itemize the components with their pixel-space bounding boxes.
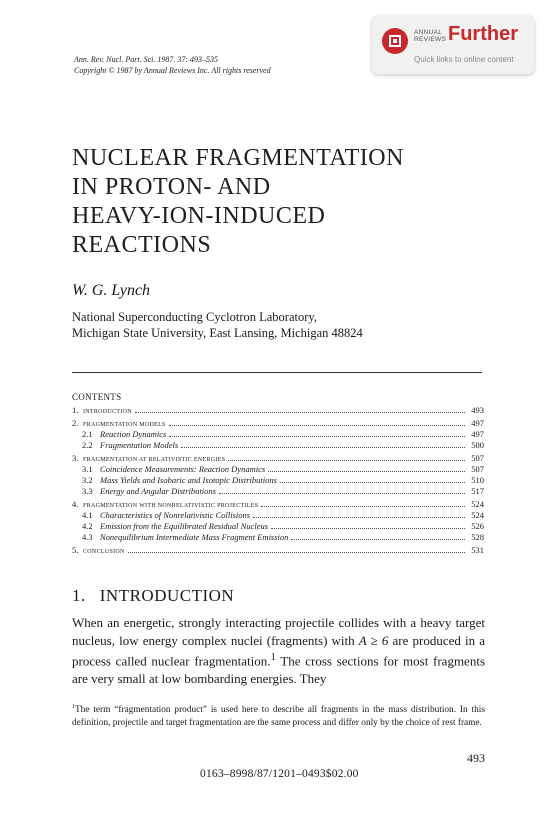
toc-entry-number: 1. — [72, 405, 79, 415]
toc-dot-leader — [228, 453, 465, 461]
toc-entry[interactable] — [72, 464, 484, 475]
toc-entry-label: FRAGMENTATION AT RELATIVISTIC ENERGIES — [83, 457, 226, 463]
article-title — [72, 144, 492, 260]
toc-entry-page: 497 — [471, 418, 484, 428]
toc-entry-number: 3.3 — [82, 486, 93, 496]
section-number: 1. — [72, 586, 86, 605]
badge-reviews-text: REVIEWS — [414, 36, 447, 43]
badge-annual-text: ANNUAL — [414, 29, 443, 36]
toc-entry-page: 507 — [471, 453, 484, 463]
toc-entry-number: 4.3 — [82, 532, 93, 542]
toc-entry-number: 3.1 — [82, 464, 93, 474]
toc-entry-label: Energy and Angular Distributions — [100, 486, 216, 496]
citation-line-1: Ann. Rev. Nucl. Part. Sci. 1987. 37: 493–535 — [74, 55, 219, 64]
toc-entry-page: 526 — [471, 521, 484, 531]
toc-entry-number: 4.1 — [82, 510, 93, 520]
toc-entry-number: 4.2 — [82, 521, 93, 531]
author-name: W. G. Lynch — [72, 282, 151, 299]
paragraph-text: When an energetic, strongly interacting projectile collides with a heavy target nucleus, low energy complex nuclei (fragments) with — [72, 615, 485, 648]
toc-entry[interactable] — [72, 486, 484, 497]
toc-entry-label: Nonequilibrium Intermediate Mass Fragment Emission — [100, 532, 289, 542]
title-line: REACTIONS — [72, 232, 212, 258]
toc-entry-page: 528 — [471, 532, 484, 542]
toc-entry-label: Fragmentation Models — [100, 440, 179, 450]
toc-dot-leader — [271, 521, 465, 529]
toc-entry-number: 4. — [72, 499, 79, 509]
toc-entry[interactable] — [72, 418, 484, 429]
toc-dot-leader — [128, 545, 465, 553]
toc-entry-page: 510 — [471, 475, 484, 485]
toc-entry-number: 2.2 — [82, 440, 93, 450]
toc-entry-label: CONCLUSION — [83, 549, 125, 555]
toc-entry-label: FRAGMENTATION MODELS — [83, 422, 166, 428]
toc-entry-page: 531 — [471, 545, 484, 555]
toc-entry-label: Mass Yields and Isobaric and Isotopic Distributions — [100, 475, 277, 485]
toc-dot-leader — [291, 532, 465, 540]
toc-entry-page: 493 — [471, 405, 484, 415]
toc-entry[interactable] — [72, 510, 484, 521]
footnote-marker: 1 — [72, 704, 75, 710]
toc-entry[interactable] — [72, 532, 484, 543]
toc-entry-page: 524 — [471, 510, 484, 520]
toc-entry[interactable] — [72, 453, 484, 464]
toc-dot-leader — [169, 429, 465, 437]
issn-line: 0163–8998/87/1201–0493$02.00 — [200, 768, 359, 780]
toc-entry-number: 5. — [72, 545, 79, 555]
toc-entry[interactable] — [72, 440, 484, 451]
toc-entry[interactable] — [72, 405, 484, 416]
footnote-text: The term “fragmentation product” is used here to describe all fragments in the mass distribution. In this definition, projectile and target fragmentation are the same process and differ only by the choice of rest frame. — [72, 705, 485, 729]
body-paragraph — [72, 614, 485, 687]
page-number: 493 — [467, 751, 485, 765]
toc-entry-label: INTRODUCTION — [83, 409, 132, 415]
toc-entry-label: Emission from the Equilibrated Residual Nucleus — [100, 521, 269, 531]
toc-entry[interactable] — [72, 499, 484, 510]
toc-entry-page: 507 — [471, 464, 484, 474]
toc-entry-label: Coincidence Measurements: Reaction Dynamics — [100, 464, 266, 474]
toc-entry[interactable] — [72, 545, 484, 556]
toc-dot-leader — [135, 405, 465, 413]
toc-entry-label: FRAGMENTATION WITH NONRELATIVISTIC PROJECTILES — [83, 503, 259, 509]
toc-entry-number: 3.2 — [82, 475, 93, 485]
toc-dot-leader — [280, 475, 465, 483]
toc-entry-page: 524 — [471, 499, 484, 509]
citation-line-2: Copyright © 1987 by Annual Reviews Inc. All rights reserved — [74, 66, 271, 75]
toc-dot-leader — [261, 499, 465, 507]
title-line: IN PROTON- AND — [72, 174, 271, 200]
toc-dot-leader — [181, 440, 465, 448]
contents-heading: CONTENTS — [72, 392, 122, 402]
affiliation-line-1: National Superconducting Cyclotron Laboratory, — [72, 310, 317, 324]
paragraph-text: The cross sections for most fragments are very small at low bombarding energies. They — [72, 653, 485, 686]
toc-dot-leader — [253, 510, 465, 518]
toc-dot-leader — [268, 464, 465, 472]
affiliation-line-2: Michigan State University, East Lansing, Michigan 48824 — [72, 326, 363, 340]
toc-entry-label: Reaction Dynamics — [100, 429, 167, 439]
footnote — [72, 701, 485, 730]
divider — [72, 372, 482, 373]
toc-entry-number: 3. — [72, 453, 79, 463]
toc-entry[interactable] — [72, 521, 484, 532]
badge-subtitle: Quick links to online content — [414, 55, 514, 64]
toc-entry[interactable] — [72, 429, 484, 440]
toc-dot-leader — [219, 486, 465, 494]
annual-reviews-logo-icon — [382, 28, 408, 54]
math-inline: A ≥ 6 — [358, 632, 389, 648]
paragraph-text: are produced in a process called nuclear fragmentation. — [72, 632, 486, 669]
toc-entry-page: 517 — [471, 486, 484, 496]
footnote-ref[interactable]: 1 — [270, 651, 276, 663]
toc-entry[interactable] — [72, 475, 484, 486]
further-badge[interactable] — [372, 16, 534, 74]
toc-entry-page: 497 — [471, 429, 484, 439]
toc-entry-number: 2.1 — [82, 429, 93, 439]
section-heading — [72, 586, 234, 606]
section-title: INTRODUCTION — [99, 586, 235, 605]
toc-entry-number: 2. — [72, 418, 79, 428]
toc-entry-label: Characteristics of Nonrelativistic Collisions — [100, 510, 251, 520]
title-line: NUCLEAR FRAGMENTATION — [72, 145, 404, 171]
toc-entry-page: 500 — [471, 440, 484, 450]
title-line: HEAVY-ION-INDUCED — [72, 203, 326, 229]
toc-dot-leader — [169, 418, 465, 426]
badge-small-text — [414, 29, 447, 43]
table-of-contents — [72, 405, 484, 556]
badge-title: Further — [448, 23, 518, 45]
